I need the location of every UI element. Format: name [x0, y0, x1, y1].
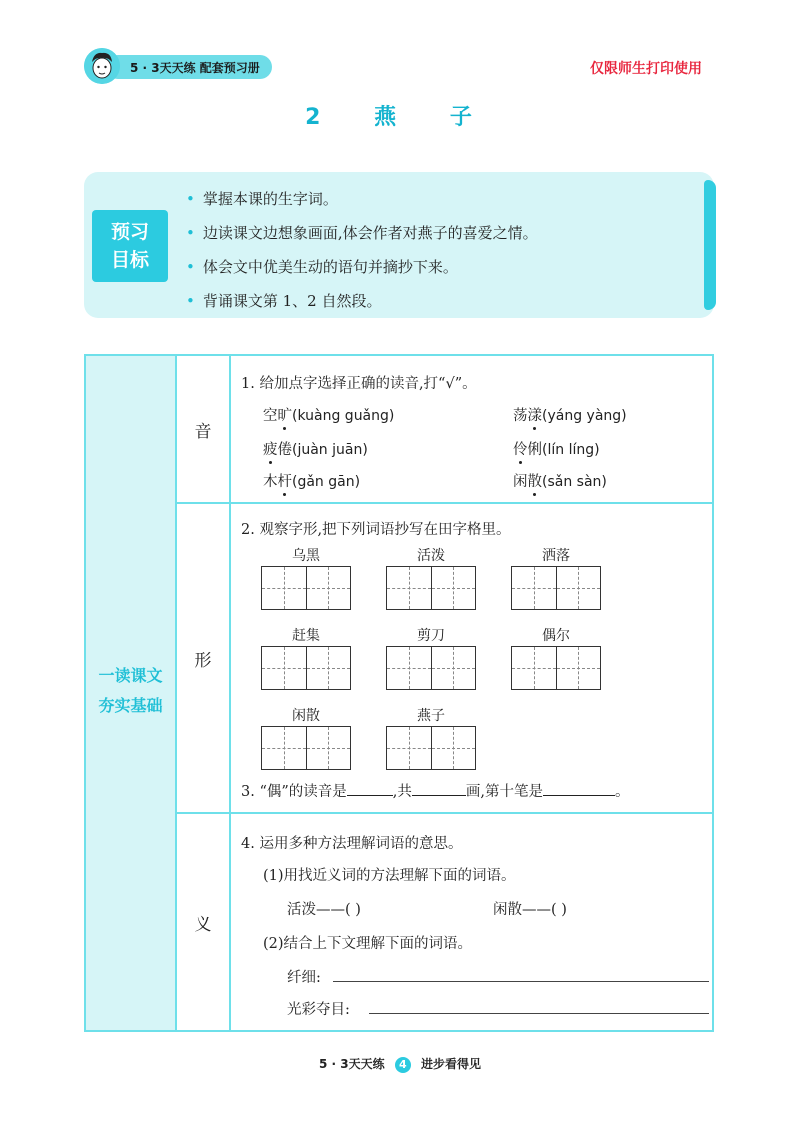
objective-item: • 掌握本课的生字词。 [186, 182, 538, 216]
tianzige-grid[interactable] [261, 646, 351, 690]
series-badge [84, 48, 304, 86]
pinyin-options: (kuàng guǎng) [292, 408, 395, 424]
word-grid-label: 闲散 [292, 708, 320, 724]
tianzige-grid[interactable] [261, 566, 351, 610]
dotted-char: 散 [528, 470, 543, 491]
cartoon-boy-icon [84, 48, 120, 84]
section-column [86, 356, 177, 1030]
tianzige-grid[interactable] [511, 566, 601, 610]
question-3-text: 画,第十笔是 [465, 784, 543, 800]
question-3-text: 3. “偶”的读音是 [241, 784, 347, 800]
question-4: 4. 运用多种方法理解词语的意思。 [241, 836, 463, 852]
word-char: 木 [263, 474, 278, 490]
question-3 [241, 780, 630, 801]
meaning-row-label: 义 [177, 814, 231, 1030]
word-char: 闲 [513, 474, 528, 490]
word-char: 空 [263, 408, 278, 424]
objectives-label-line: 预习 [110, 221, 149, 243]
objective-item: • 背诵课文第 1、2 自然段。 [186, 284, 538, 318]
objectives-list [186, 182, 538, 318]
word-grid [386, 546, 476, 610]
tianzige-grid[interactable] [261, 726, 351, 770]
word-grid-label: 剪刀 [417, 628, 445, 644]
series-badge-text: 5 · 3天天练 配套预习册 [106, 55, 272, 79]
word-grid-label: 活泼 [417, 548, 445, 564]
answer-line[interactable] [369, 1013, 709, 1014]
synonym-answer-2[interactable]: 闲散——( ) [493, 902, 567, 918]
word-grid-label: 燕子 [417, 708, 445, 724]
question-3-text: 。 [615, 784, 630, 800]
meaning-row [177, 814, 714, 1030]
tenth-stroke-blank[interactable] [543, 781, 615, 796]
section-label-line: 夯实基础 [98, 696, 163, 715]
objectives-label-line: 目标 [110, 249, 149, 271]
pinyin-choice-item[interactable] [263, 470, 360, 491]
objectives-panel-edge [704, 180, 716, 310]
stroke-count-blank[interactable] [412, 781, 466, 796]
pinyin-options: (yáng yàng) [542, 408, 627, 424]
answer-line[interactable] [333, 981, 709, 982]
word-grid [511, 546, 601, 610]
term-label: 纤细: [287, 970, 321, 986]
pinyin-choice-item[interactable] [263, 438, 368, 459]
section-label [86, 661, 175, 721]
print-restriction-notice: 仅限师生打印使用 [590, 61, 702, 77]
pinyin-options: (gǎn gān) [292, 474, 361, 490]
tianzige-grid[interactable] [386, 646, 476, 690]
pronunciation-row [177, 356, 714, 504]
lesson-title-char: 燕 [374, 105, 398, 130]
pinyin-choice-item[interactable] [513, 470, 607, 491]
exercise-table [84, 354, 714, 1032]
lesson-title [0, 100, 800, 131]
word-grid-label: 乌黑 [292, 548, 320, 564]
objective-item: • 体会文中优美生动的语句并摘抄下来。 [186, 250, 538, 284]
page-number: 4 [395, 1057, 411, 1073]
pinyin-choice-item[interactable] [513, 404, 627, 425]
tianzige-grid[interactable] [511, 646, 601, 690]
word-char: 俐 [527, 442, 542, 458]
word-grid [261, 626, 351, 690]
dotted-char: 伶 [513, 438, 528, 459]
question-4-sub-2: (2)结合上下文理解下面的词语。 [263, 936, 473, 952]
question-2: 2. 观察字形,把下列词语抄写在田字格里。 [241, 522, 511, 538]
word-char: 倦 [277, 442, 292, 458]
tianzige-grid[interactable] [386, 726, 476, 770]
objectives-label [92, 210, 168, 282]
pinyin-choice-item[interactable] [263, 404, 394, 425]
lesson-number: 2 [305, 105, 322, 130]
word-grid [386, 706, 476, 770]
word-grid-label: 偶尔 [542, 628, 570, 644]
word-grid [386, 626, 476, 690]
word-grid [511, 626, 601, 690]
question-1: 1. 给加点字选择正确的读音,打“√”。 [241, 376, 477, 392]
term-label: 光彩夺目: [287, 1002, 350, 1018]
pinyin-choice-item[interactable] [513, 438, 600, 459]
synonym-answer-1[interactable]: 活泼——( ) [287, 902, 361, 918]
section-label-line: 一读课文 [98, 666, 163, 685]
dotted-char: 旷 [278, 404, 293, 425]
pinyin-options: (juàn juān) [292, 442, 368, 458]
pinyin-options: (sǎn sàn) [542, 474, 607, 490]
objective-item: • 边读课文边想象画面,体会作者对燕子的喜爱之情。 [186, 216, 538, 250]
shape-row-label: 形 [177, 504, 231, 812]
lesson-title-char: 子 [449, 105, 473, 130]
pinyin-options: (lín líng) [542, 442, 600, 458]
footer-series: 5 · 3天天练 [318, 1057, 385, 1071]
word-grid [261, 546, 351, 610]
word-grid [261, 706, 351, 770]
word-grid-label: 赶集 [292, 628, 320, 644]
word-char: 荡 [513, 408, 528, 424]
dotted-char: 杆 [278, 470, 293, 491]
shape-row [177, 504, 714, 814]
question-3-text: ,共 [392, 784, 412, 800]
pronunciation-row-label: 音 [177, 356, 231, 502]
footer-slogan: 进步看得见 [420, 1057, 481, 1071]
dotted-char: 疲 [263, 438, 278, 459]
tianzige-grid[interactable] [386, 566, 476, 610]
page-footer [0, 1055, 800, 1073]
word-grid-label: 洒落 [542, 548, 570, 564]
pinyin-answer-blank[interactable] [347, 781, 393, 796]
dotted-char: 漾 [528, 404, 543, 425]
question-4-sub-1: (1)用找近义词的方法理解下面的词语。 [263, 868, 516, 884]
